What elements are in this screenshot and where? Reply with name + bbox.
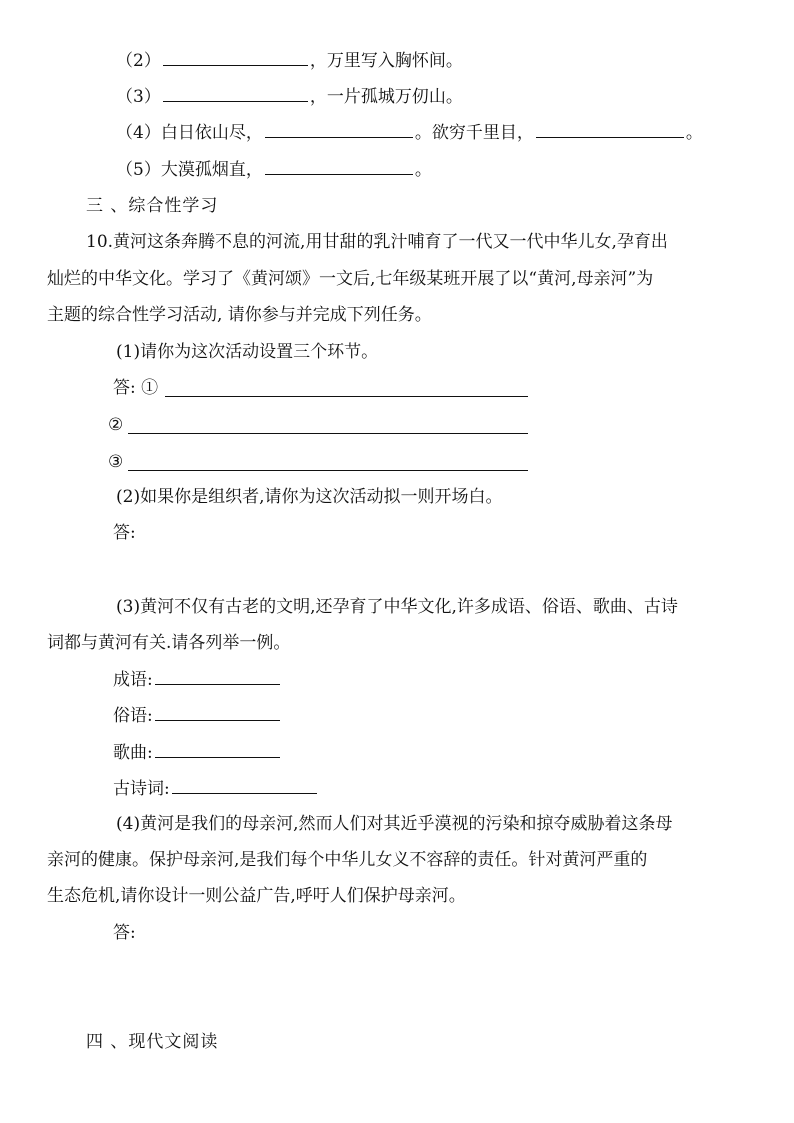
sub-question-4-cont: 亲河的健康。保护母亲河,是我们每个中华儿女义不容辞的责任。针对黄河严重的 (47, 850, 648, 870)
fill-blank[interactable] (265, 157, 413, 175)
answer-label-4: 答: (113, 923, 136, 943)
circled-number-2: ② (108, 415, 124, 435)
idiom-row (113, 667, 282, 692)
fill-blank[interactable] (163, 48, 308, 66)
circled-number-1: ① (141, 378, 159, 398)
answer-line-3[interactable] (128, 470, 528, 471)
answer-line-1[interactable] (165, 396, 528, 397)
poem-item-3 (116, 84, 463, 109)
poem-text: 。欲穷千里目， (414, 123, 534, 143)
song-row (113, 740, 282, 765)
fill-blank[interactable] (536, 120, 684, 138)
section-3-title: 三 、综合性学习 (86, 196, 219, 216)
poem-text: 。 (414, 160, 432, 180)
fill-blank[interactable] (163, 84, 308, 102)
fill-blank[interactable] (265, 120, 413, 138)
section-4-title: 四 、现代文阅读 (86, 1032, 219, 1052)
poem-row (113, 776, 319, 801)
question-10-text: 10.黄河这条奔腾不息的河流,用甘甜的乳汁哺育了一代又一代中华儿女,孕育出 (86, 232, 668, 252)
answer-row-1 (113, 376, 158, 400)
poem-blank[interactable] (172, 776, 317, 794)
poem-item-4 (116, 120, 703, 145)
song-label: 歌曲: (113, 743, 153, 763)
sub-question-1: (1)请你为这次活动设置三个环节。 (116, 342, 379, 362)
sub-question-2: (2)如果你是组织者,请你为这次活动拟一则开场白。 (116, 487, 503, 507)
answer-label: 答: (113, 378, 136, 398)
answer-label-2: 答: (113, 523, 136, 543)
question-10-text: 主题的综合性学习活动, 请你参与并完成下列任务。 (47, 305, 432, 325)
song-blank[interactable] (155, 740, 280, 758)
sub-question-4: (4)黄河是我们的母亲河,然而人们对其近乎漠视的污染和掠夺威胁着这条母 (116, 814, 673, 834)
sub-question-3: (3)黄河不仅有古老的文明,还孕育了中华文化,许多成语、俗语、歌曲、古诗 (116, 597, 678, 617)
poem-item-2 (116, 48, 463, 73)
item-number: （4） (116, 123, 161, 143)
proverb-row (113, 703, 282, 728)
poem-text: 白日依山尽， (160, 123, 263, 143)
idiom-label: 成语: (113, 670, 153, 690)
poem-text: 大漠孤烟直， (160, 160, 263, 180)
poem-label: 古诗词: (113, 779, 170, 799)
poem-text: ，万里写入胸怀间。 (309, 51, 463, 71)
item-number: （3） (116, 87, 161, 107)
proverb-label: 俗语: (113, 706, 153, 726)
poem-text: 。 (685, 123, 703, 143)
sub-question-4-cont: 生态危机,请你设计一则公益广告,呼吁人们保护母亲河。 (47, 886, 466, 906)
circled-number-3: ③ (108, 452, 124, 472)
question-10-text: 灿烂的中华文化。学习了《黄河颂》一文后,七年级某班开展了以“黄河,母亲河”为 (47, 269, 654, 289)
item-number: （5） (116, 160, 161, 180)
item-number: （2） (116, 51, 161, 71)
answer-line-2[interactable] (128, 433, 528, 434)
proverb-blank[interactable] (155, 703, 280, 721)
poem-item-5 (116, 157, 432, 182)
idiom-blank[interactable] (155, 667, 280, 685)
poem-text: ，一片孤城万仞山。 (309, 87, 463, 107)
sub-question-3-cont: 词都与黄河有关.请各列举一例。 (47, 633, 291, 653)
